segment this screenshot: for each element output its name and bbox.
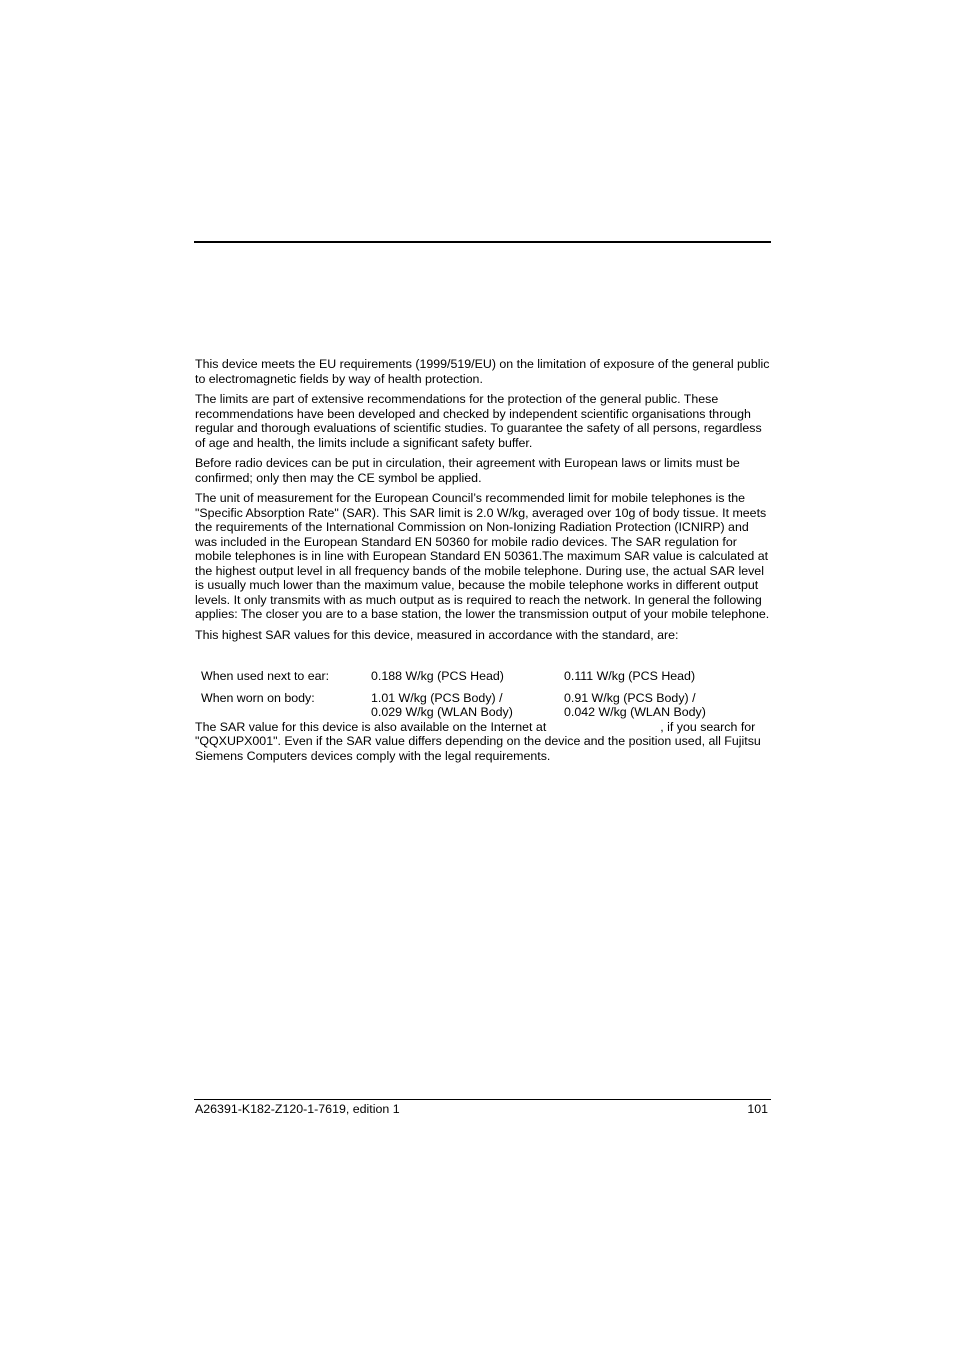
sar-value-body-2-line2: 0.042 W/kg (WLAN Body) bbox=[564, 705, 706, 719]
footer-document-id: A26391-K182-Z120-1-7619, edition 1 bbox=[195, 1102, 400, 1116]
sar-values-table bbox=[201, 669, 764, 720]
paragraph-sar-definition: The unit of measurement for the European Council’s recommended limit for mobile telephones is the "Specific Absorption Rate" (SAR). This SAR limit is 2.0 W/kg, averaged over 10g of body tissue. It meets the requirements of the International Commission on Non-Ionizing Radiation Protection (ICNIRP) and was included in the European Standard EN 50360 for mobile radio devices. The SAR regulation for mobile telephones is in line with European Standard EN 50361.The maximum SAR value is calculated at the highest output level in all frequency bands of the mobile telephone. During use, the actual SAR level is usually much lower than the maximum value, because the mobile telephone works in different output levels. It only transmits with as much output as is required to reach the network. In general the following applies: The closer you are to a base station, the lower the transmission output of your mobile telephone. bbox=[195, 491, 770, 621]
table-row bbox=[201, 669, 764, 691]
sar-value-body-2-line1: 0.91 W/kg (PCS Body) / bbox=[564, 690, 696, 705]
paragraph-limits: The limits are part of extensive recommendations for the protection of the general public. These recommendations have been developed and checked by independent scientific organisations through regular and thorough evaluations of scientific studies. To guarantee the safety of all persons, regardless of age and health, the limits include a significant safety buffer. bbox=[195, 392, 762, 450]
sar-value-body-1 bbox=[371, 691, 564, 720]
document-body bbox=[195, 357, 770, 769]
footer-page-number: 101 bbox=[747, 1102, 768, 1116]
row-label-ear: When used next to ear: bbox=[201, 669, 330, 683]
paragraph-radio-devices: Before radio devices can be put in circulation, their agreement with European laws or limits must be confirmed; only then may the CE symbol be applied. bbox=[195, 456, 740, 485]
row-label-body: When worn on body: bbox=[201, 690, 315, 705]
paragraph-sar-internet bbox=[195, 720, 770, 764]
sar-value-ear-2: 0.111 W/kg (PCS Head) bbox=[564, 669, 696, 683]
header-rule bbox=[194, 241, 771, 243]
sar-value-body-1-line1: 1.01 W/kg (PCS Body) / bbox=[371, 690, 503, 705]
closing-text-after-url: , if you search for "QQXUPX001". Even if the SAR value differs depending on the device and the position used, all Fujitsu Siemens Computers devices comply with the legal requirements. bbox=[195, 719, 761, 763]
paragraph-highest-sar-intro: This highest SAR values for this device, measured in accordance with the standard, are: bbox=[195, 627, 679, 642]
closing-text-before-url: The SAR value for this device is also available on the Internet at bbox=[195, 719, 547, 734]
table-row bbox=[201, 691, 764, 720]
sar-value-body-2 bbox=[564, 691, 764, 720]
paragraph-eu-requirements: This device meets the EU requirements (1999/519/EU) on the limitation of exposure of the general public to electromagnetic fields by way of health protection. bbox=[195, 357, 770, 386]
footer-rule bbox=[194, 1099, 771, 1100]
sar-value-ear-1: 0.188 W/kg (PCS Head) bbox=[371, 669, 504, 683]
sar-value-body-1-line2: 0.029 W/kg (WLAN Body) bbox=[371, 705, 513, 719]
